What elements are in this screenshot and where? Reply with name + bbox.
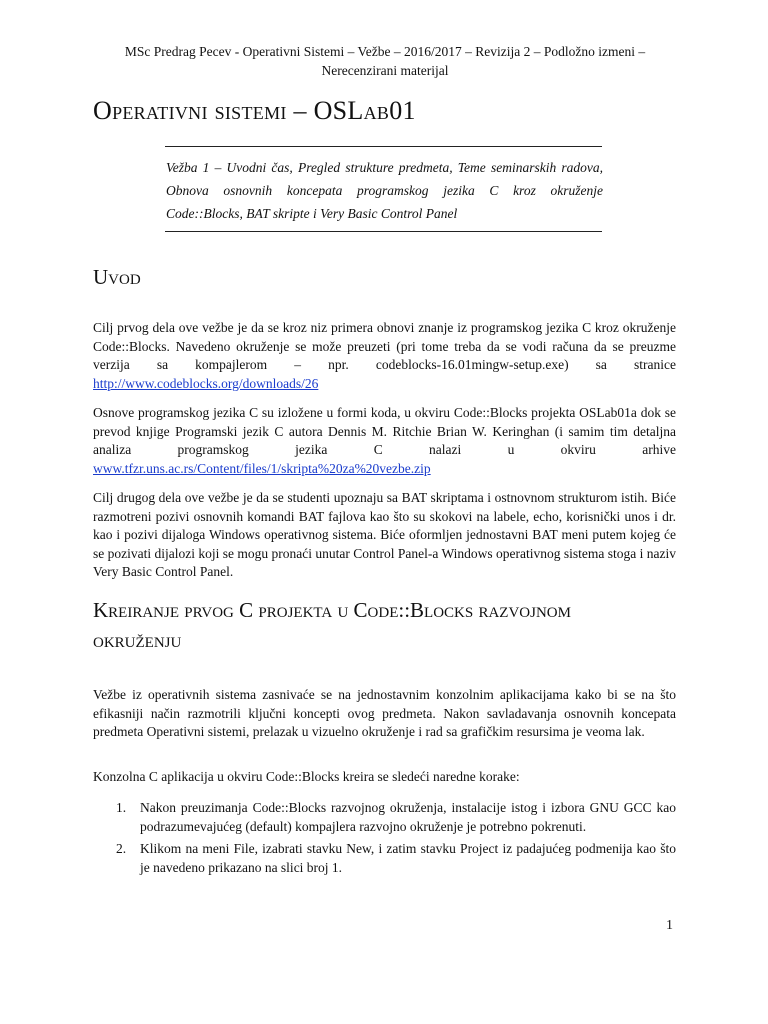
list-item-text: Klikom na meni File, izabrati stavku New, i zatim stavku Project iz padajućeg podmenija kao što je navedeno prikazano na slici broj 1. (140, 841, 676, 875)
paragraph-kreiranje-2: Konzolna C aplikacija u okviru Code::Blocks kreira se sledeći naredne korake: (93, 769, 520, 784)
subtitle: Vežba 1 – Uvodni čas, Pregled strukture predmeta, Teme seminarskih radova, Obnova osnovnih koncepata programskog jezika C kroz okruženje Code::Blocks, BAT skripte i Very Basic Control Panel (166, 160, 603, 221)
steps-list (93, 799, 676, 881)
codeblocks-download-link[interactable]: http://www.codeblocks.org/downloads/26 (93, 375, 319, 391)
paragraph-uvod-3: Cilj drugog dela ove vežbe je da se studenti upoznaju sa BAT skriptama i ostnovnom strukturom istih. Biće razmotreni pozivi osnovnih komandi BAT fajlova kao što su skokovi na labele, echo, korisnički unos i dr. kao i pozivi dijaloga Windows operativnog sistema. Biće oformljen jednostavni BAT meni putem kojeg će se pozivati dijalozi koji se mogu pronaći unutar Control Panel-a Windows operativnog sistema stoga i naziv Very Basic Control Panel. (93, 490, 676, 579)
running-header (90, 42, 680, 80)
list-item-number: 1. (116, 800, 127, 815)
list-item (93, 840, 676, 877)
list-item-text: Nakon preuzimanja Code::Blocks razvojnog okruženja, instalacije istog i izbora GNU GCC kao podrazumevajućeg (default) kompajlera razvojno okruženje je potrebno pokrenuti. (140, 800, 676, 834)
section-heading-kreiranje: Kreiranje prvog C projekta u Code::Blocks razvojnom okruženju (93, 598, 571, 652)
skripta-archive-link[interactable]: www.tfzr.uns.ac.rs/Content/files/1/skripta%20za%20vezbe.zip (93, 460, 431, 476)
list-item (93, 799, 676, 836)
running-header-line1: MSc Predrag Pecev - Operativni Sistemi – Vežbe – 2016/2017 – Revizija 2 – Podložno izmeni – (124, 44, 646, 59)
page-number: 1 (666, 918, 673, 933)
running-header-line2: Nerecenzirani materijal (321, 63, 449, 78)
subtitle-top-rule (165, 146, 602, 147)
subtitle-bottom-rule (165, 231, 602, 232)
paragraph-kreiranje-1: Vežbe iz operativnih sistema zasnivaće se na jednostavnim konzolnim aplikacijama kako bi se na što efikasniji način razmotrili ključni koncepti ovog predmeta. Nakon savladavanja osnovnih koncepata predmeta Operativni sistemi, prelazak u vizuelno okruženje i rad sa grafičkim resursima je veoma lak. (93, 687, 676, 739)
paragraph-uvod-2-text: Osnove programskog jezika C su izložene u formi koda, u okviru Code::Blocks projekta OSLab01a dok se prevod knjige Programski jezik C autora Dennis M. Ritchie Brian W. Keringhan (i samim tim detaljna analiza programskog jezika C nalazi u okviru arhive (93, 405, 676, 457)
paragraph-uvod-1-text: Cilj prvog dela ove vežbe je da se kroz niz primera obnovi znanje iz programskog jezika C kroz okruženje Code::Blocks. Navedeno okruženje se može preuzeti (pri tome treba da se vodi računa da se preuzme verzija sa kompajlerom – npr. codeblocks-16.01mingw-setup.exe) sa stranice (93, 320, 676, 372)
list-item-number: 2. (116, 841, 127, 856)
section-heading-uvod: Uvod (93, 265, 141, 289)
page-title: Operativni sistemi – OSLab01 (93, 96, 416, 125)
paragraph-uvod-2 (93, 404, 676, 478)
paragraph-uvod-1 (93, 319, 676, 393)
